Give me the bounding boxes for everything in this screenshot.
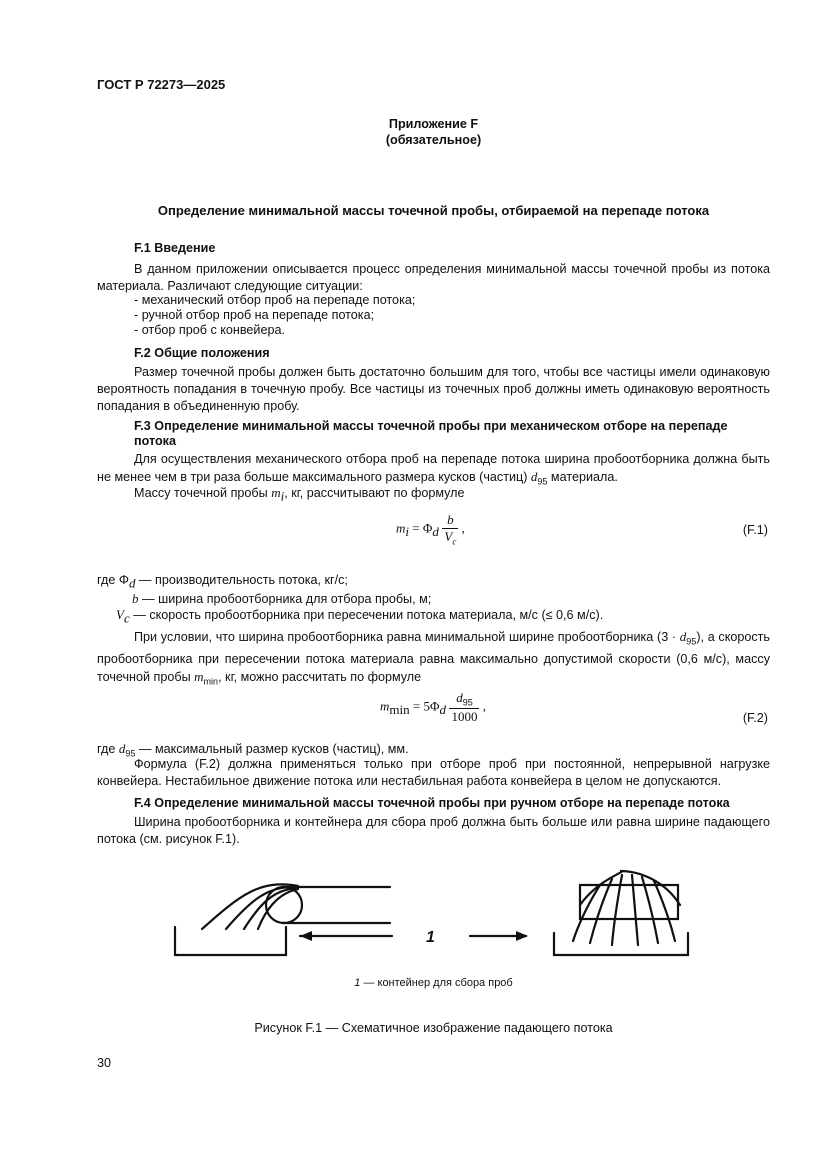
where-d95: где $d_{95}$ — максимальный размер кусков (частиц), мм. (97, 741, 409, 759)
figure-label-1: 1 (426, 929, 435, 946)
list-item: - механический отбор проб на перепаде потока; (134, 293, 416, 307)
appendix-status: (обязательное) (385, 133, 482, 147)
document-title: Определение минимальной массы точечной пробы, отбираемой на перепаде потока (157, 203, 710, 218)
equation-f1: $m_i = \Phi_d$ $\frac{b}{V_c}$ , (396, 512, 465, 547)
right-arrowhead (516, 931, 528, 941)
section-f2-heading: F.2 Общие положения (134, 346, 270, 360)
appendix-title: Приложение F (388, 117, 479, 131)
section-f4-heading: F.4 Определение минимальной массы точечной пробы при ручном отборе на перепаде потока (134, 796, 730, 810)
section-f3-paragraph-2: Массу точечной пробы $m_i$, кг, рассчитывают по формуле (134, 485, 465, 504)
where-line-1: где $\Phi_d$ — производительность потока, кг/с; (97, 573, 348, 591)
equation-number-f1: (F.1) (742, 523, 768, 537)
where-line-2: b — ширина пробоотборника для отбора пробы, м; (132, 591, 432, 606)
section-f1-paragraph: В данном приложении описывается процесс определения минимальной массы точечной пробы из потока материала. Различают следующие ситуации: (97, 262, 770, 293)
list-item: - отбор проб с конвейера. (134, 323, 285, 337)
stream-line (654, 881, 675, 941)
stream-line (590, 879, 612, 943)
standard-number: ГОСТ Р 72273—2025 (97, 77, 226, 92)
page-number: 30 (97, 1056, 112, 1070)
where-line-3: $V_c$ — скорость пробоотборника при пересечении потока материала, м/с (≤ 0,6 м/с). (116, 607, 604, 626)
stream-line (573, 885, 600, 941)
section-f3-heading-line2: потока (134, 434, 176, 448)
figure-caption: Рисунок F.1 — Схематичное изображение падающего потока (254, 1021, 613, 1035)
figure-legend: 1 — контейнер для сбора проб (354, 977, 513, 989)
section-f3-paragraph-1: Для осуществления механического отбора проб на перепаде потока ширина пробоотборника должна быть не менее чем в три раза больше максимального размера кусков (частиц) $d_{95}$ материала. (97, 452, 770, 487)
section-f3-heading-line1: F.3 Определение минимальной массы точечной пробы при механическом отборе на перепаде (134, 419, 728, 433)
section-f4-paragraph: Ширина пробоотборника и контейнера для сбора проб должна быть больше или равна ширине падающего потока (см. рисунок F.1). (97, 815, 770, 846)
section-f3-paragraph-3: При условии, что ширина пробоотборника равна минимальной ширине пробоотборника $(3 \cdot d_{95})$, а скорость пробоотборника при пересечении потока материала равна максимально допустимой скорости (0,6 м/с), массу точечной пробы $m_{min}$, кг, можно рассчитать по формуле (97, 629, 770, 687)
section-f3-paragraph-4: Формула (F.2) должна применяться только при отборе проб при постоянной, непрерывной нагрузке конвейера. Нестабильное движение потока или нестабильная работа конвейера в целом не допускаются. (97, 757, 770, 788)
list-item: - ручной отбор проб на перепаде потока; (134, 308, 375, 322)
falling-stream-figure (160, 865, 700, 965)
left-container (175, 927, 286, 955)
stream-top (580, 871, 680, 905)
section-f2-paragraph: Размер точечной пробы должен быть достаточно большим для того, чтобы все частицы имели одинаковую вероятность попадания в точечную пробу. Все частицы из точечных проб должны иметь одинаковую вероятность попадания в объединенную пробу. (97, 365, 770, 413)
left-arrowhead (300, 931, 312, 941)
equation-f2: $m_{min} = 5\Phi_d$ $\frac{d_{95}}{1000}$ , (380, 690, 486, 724)
section-f1-heading: F.1 Введение (134, 241, 216, 255)
equation-number-f2: (F.2) (742, 711, 768, 725)
